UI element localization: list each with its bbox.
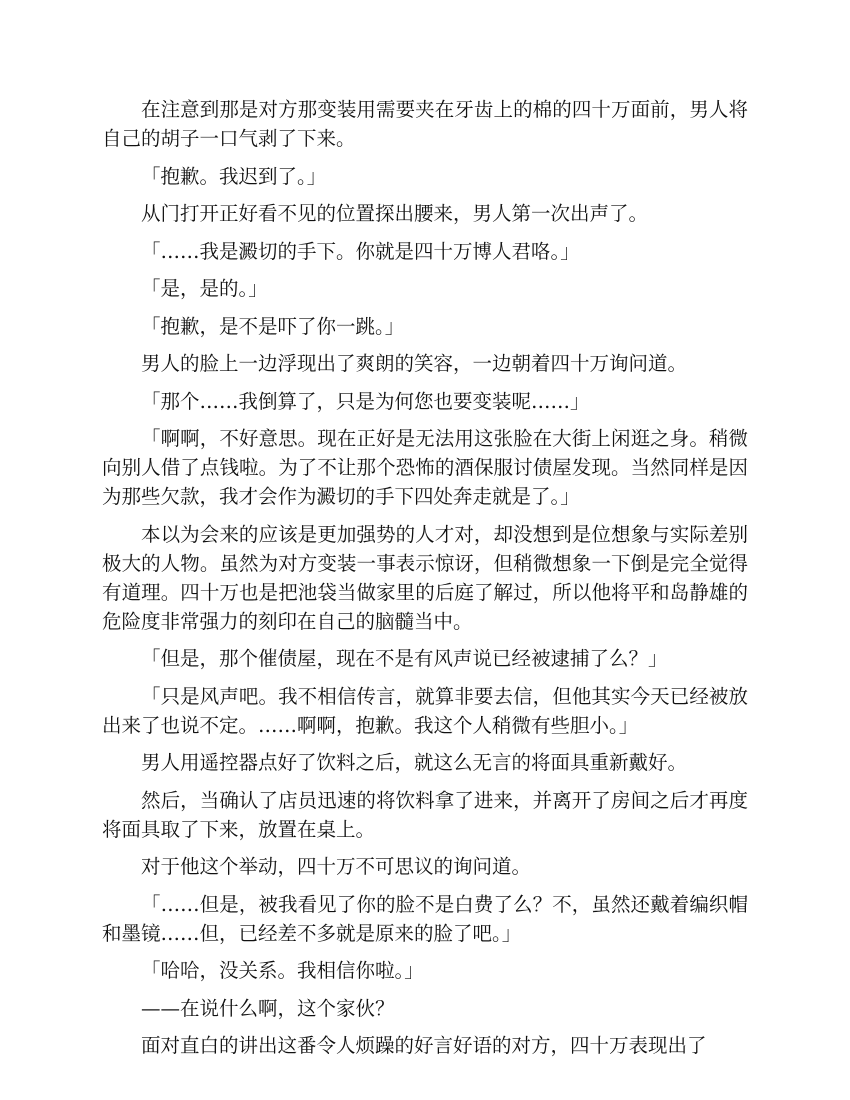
paragraph: 「啊啊，不好意思。现在正好是无法用这张脸在大街上闲逛之身。稍微向别人借了点钱啦。为了不让那个恐怖的酒保服讨债屋发现。当然同样是因为那些欠款，我才会作为澱切的手下四处奔走就是了。」 [102, 427, 748, 508]
paragraph: 「只是风声吧。我不相信传言，就算非要去信，但他其实今天已经被放出来了也说不定。……啊啊，抱歉。我这个人稍微有些胆小。」 [102, 684, 748, 737]
paragraph: 男人的脸上一边浮现出了爽朗的笑容，一边朝着四十万询问道。 [141, 352, 688, 375]
paragraph: 本以为会来的应该是更加强势的人才对，却没想到是位想象与实际差别极大的人物。虽然为对方变装一事表示惊讶，但稍微想象一下倒是完全觉得有道理。四十万也是把池袋当做家里的后庭了解过，所以他将平和岛静雄的危险度非常强力的刻印在自己的脑髓当中。 [102, 522, 748, 633]
paragraph: ——在说什么啊，这个家伙？ [141, 996, 395, 1020]
paragraph: 「……我是澱切的手下。你就是四十万博人君咯。」 [141, 239, 580, 263]
paragraph: 「抱歉。我迟到了。」 [141, 164, 327, 188]
paragraph: 「那个……我倒算了，只是为何您也要变装呢……」 [141, 389, 590, 413]
paragraph: 「哈哈，没关系。我相信你啦。」 [141, 959, 424, 982]
document-page [102, 95, 748, 1069]
paragraph: 「但是，那个催债屋，现在不是有风声说已经被逮捕了么？」 [141, 647, 668, 670]
paragraph: 从门打开正好看不见的位置探出腰来，男人第一次出声了。 [141, 202, 649, 225]
paragraph: 在注意到那是对方那变装用需要夹在牙齿上的棉的四十万面前，男人将自己的胡子一口气剥了下来。 [102, 98, 748, 150]
paragraph: 「是，是的。」 [141, 277, 268, 300]
paragraph: 「……但是，被我看见了你的脸不是白费了么？不，虽然还戴着编织帽和墨镜……但，已经差不多就是原来的脸了吧。」 [102, 892, 748, 945]
paragraph: 「抱歉，是不是吓了你一跳。」 [141, 314, 405, 338]
paragraph: 对于他这个举动，四十万不可思议的询问道。 [141, 855, 532, 878]
paragraph: 男人用遥控器点好了饮料之后，就这么无言的将面具重新戴好。 [141, 751, 688, 774]
paragraph: 面对直白的讲出这番令人烦躁的好言好语的对方，四十万表现出了 [141, 1034, 707, 1057]
paragraph: 然后，当确认了店员迅速的将饮料拿了进来，并离开了房间之后才再度将面具取了下来，放置在桌上。 [102, 788, 748, 841]
